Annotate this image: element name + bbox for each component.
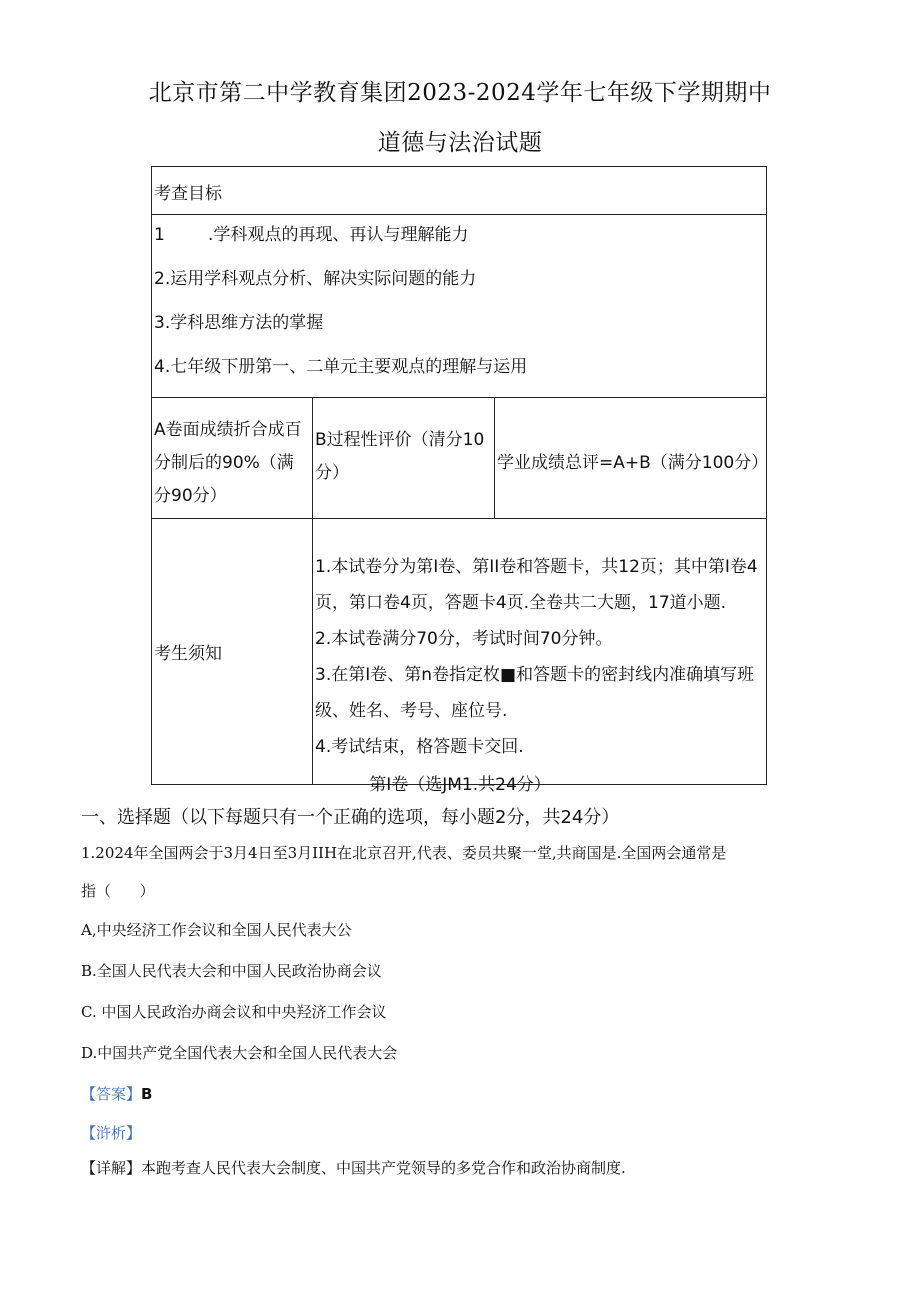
analysis-tag: 【浒析】 — [81, 1124, 142, 1142]
notice-item: 1.本试卷分为第I卷、第II卷和答题卡，共12页；其中第I卷4页，第口卷4页，答题卡4页.全卷共二大题，17道小题. — [315, 557, 758, 613]
question-stem-line1: 1.2024年全国两会于3月4日至3月IIH在北京召开,代表、委员共聚一堂,共商国是.全国两会通常是 — [81, 844, 727, 862]
option-d: D.中国共产党全国代表大会和全国人民代表大会 — [81, 1044, 398, 1062]
option-c: C. 中国人民政治办商会议和中央羟济工作会议 — [81, 1003, 387, 1021]
question-stem-line2: 指（ ） — [81, 882, 155, 900]
part-title: 一、选择题（以下每题只有一个正确的选项，每小题2分，共24分） — [81, 807, 620, 828]
answer-line — [81, 1083, 152, 1104]
exam-info-table — [151, 166, 767, 785]
goal-header: 考查目标 — [152, 167, 767, 215]
answer-tag: 【答案】 — [81, 1085, 142, 1103]
notice-item: 2.本试卷满分70分，考试时间70分钟。 — [315, 629, 613, 649]
page-title-line1: 北京市第二中学教育集团2023-2024学年七年级下学期期中 — [148, 80, 772, 106]
notice-item: 3.在第I卷、第n卷指定枚■和答题卡的密封线内准确填写班级、姓名、考号、座位号. — [315, 665, 755, 721]
goal-item: 1 .学科观点的再现、再认与理解能力 — [154, 225, 469, 245]
score-a-cell: A卷面成绩折合成百分制后的90%（满分90分） — [152, 398, 313, 519]
option-b: B.全国人民代表大会和中国人民政治协商会议 — [81, 962, 382, 980]
goal-item: 4.七年级下册第一、二单元主要观点的理解与运用 — [154, 357, 528, 377]
score-b-cell: B过程性评价（清分10分） — [313, 398, 495, 519]
score-total-cell: 学业成绩总评=A+B（满分100分） — [495, 398, 767, 519]
section-title: 第I卷（选JM1.共24分） — [369, 775, 551, 795]
notice-item: 4.考试结束，格答题卡交回. — [315, 737, 524, 757]
option-a: A,中央经济工作会议和全国人民代表大公 — [81, 921, 352, 939]
goal-list — [152, 215, 767, 398]
detail-tag: 【详解】 — [81, 1159, 142, 1177]
notice-list — [313, 519, 767, 785]
answer-value: B — [141, 1085, 153, 1103]
notice-label: 考生须知 — [152, 519, 313, 785]
page-title-line2: 道德与法治试题 — [377, 130, 543, 156]
detail-line — [81, 1157, 626, 1178]
goal-item: 2.运用学科观点分析、解决实际问题的能力 — [154, 269, 477, 289]
detail-text: 本跑考查人民代表大会制度、中国共产党领导的多党合作和政治协商制度. — [141, 1159, 626, 1177]
goal-item: 3.学科思维方法的掌握 — [154, 313, 324, 333]
